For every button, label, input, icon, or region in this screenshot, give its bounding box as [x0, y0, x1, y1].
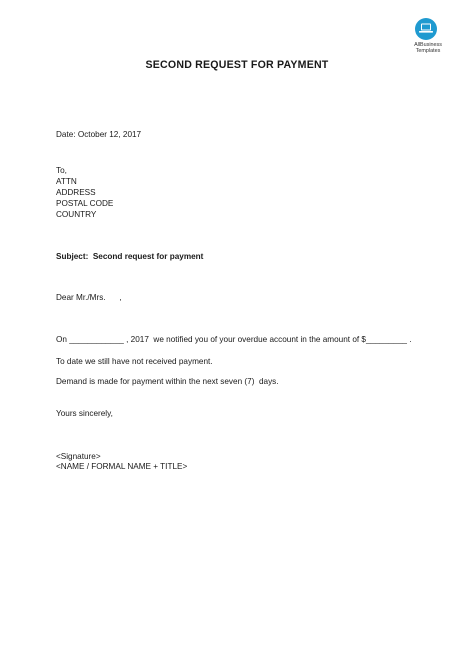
laptop-icon: [415, 18, 437, 40]
signature-placeholder: <Signature>: [56, 452, 101, 461]
salutation: Dear Mr./Mrs. ,: [56, 293, 122, 302]
name-title-placeholder: <NAME / FORMAL NAME + TITLE>: [56, 462, 188, 471]
body-paragraph-3: Demand is made for payment within the next seven (7) days.: [56, 377, 279, 386]
body-paragraph-1: On ____________ , 2017 we notified you of your overdue account in the amount of $_________ .: [56, 335, 412, 344]
body-paragraph-2: To date we still have not received payment.: [56, 357, 213, 366]
document-title: SECOND REQUEST FOR PAYMENT: [145, 59, 329, 71]
recipient-attn: ATTN: [56, 177, 77, 186]
logo-line-2: Templates: [415, 48, 441, 55]
logo-line-1: AllBusiness: [414, 42, 442, 48]
subject-line: Subject: Second request for payment: [56, 252, 204, 261]
allbusiness-templates-logo: [406, 18, 450, 64]
date-line: Date: October 12, 2017: [56, 130, 142, 139]
closing: Yours sincerely,: [56, 409, 113, 418]
recipient-address: ADDRESS: [56, 188, 96, 197]
recipient-postal-code: POSTAL CODE: [56, 199, 114, 208]
recipient-country: COUNTRY: [56, 210, 97, 219]
recipient-to: To,: [56, 166, 67, 175]
logo-text: [406, 42, 450, 54]
